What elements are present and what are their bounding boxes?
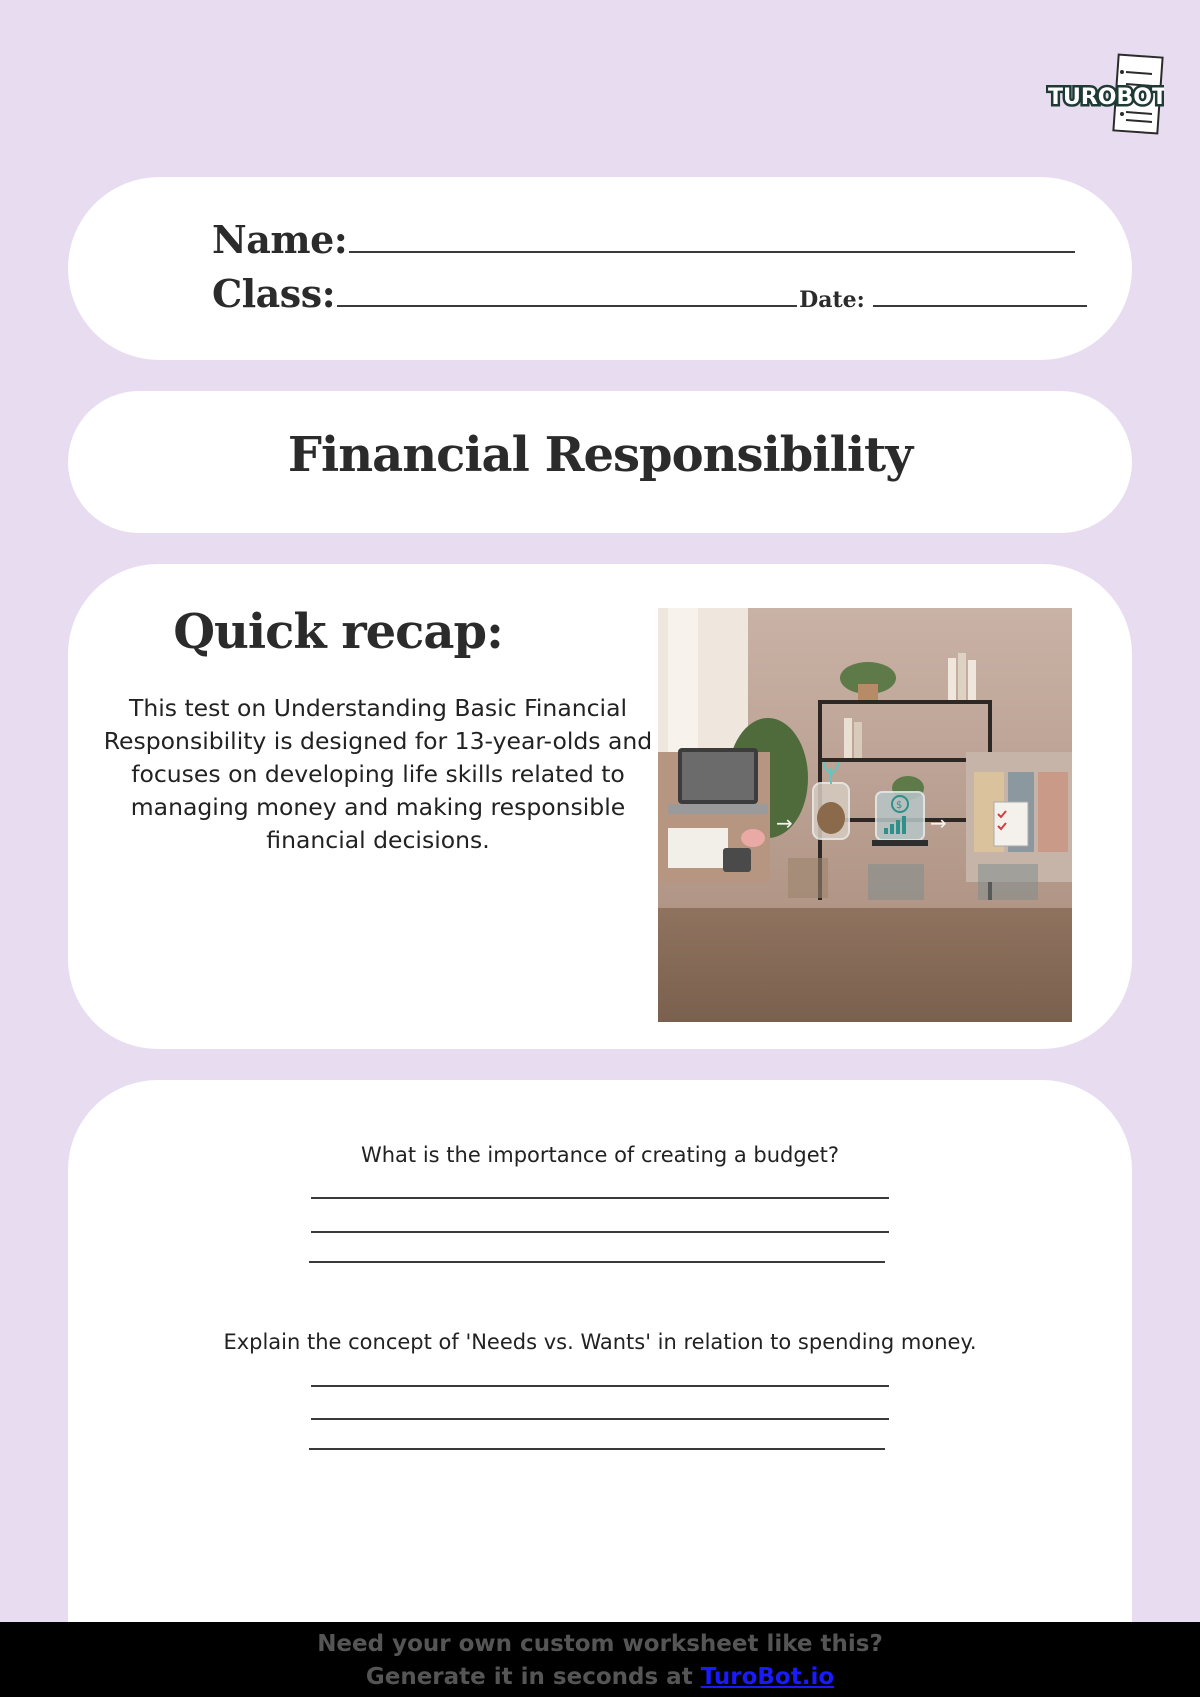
- date-line[interactable]: [873, 281, 1087, 307]
- answer-line[interactable]: [309, 1261, 885, 1263]
- footer-line-2-prefix: Generate it in seconds at: [365, 1664, 701, 1690]
- turobot-link[interactable]: TuroBot.io: [700, 1664, 835, 1690]
- recap-text: This test on Understanding Basic Financial Responsibility is designed for 13-year-olds and focuses on developing life skills related to managing money and making responsible financial decisions.: [103, 694, 653, 854]
- logo-text: TUROBOT: [1048, 85, 1164, 110]
- answer-line[interactable]: [311, 1197, 889, 1199]
- question-2: Explain the concept of 'Needs vs. Wants' in relation to spending money.: [223, 1330, 977, 1354]
- class-label: Class:: [212, 271, 336, 316]
- turobot-logo: [1046, 52, 1164, 136]
- page-title: Financial Responsibility: [287, 427, 913, 483]
- name-label: Name:: [212, 217, 348, 262]
- class-row: [212, 271, 1087, 316]
- student-info-card: [68, 177, 1132, 360]
- svg-text:→: →: [930, 811, 947, 835]
- question-1: What is the importance of creating a budget?: [360, 1143, 840, 1167]
- questions-card: [68, 1080, 1132, 1697]
- recap-illustration: [658, 608, 1072, 1022]
- name-row: [212, 217, 1075, 262]
- promo-footer: [0, 1622, 1200, 1697]
- recap-card: [68, 564, 1132, 1049]
- date-label: Date:: [799, 287, 865, 313]
- answer-line[interactable]: [311, 1385, 889, 1387]
- footer-line-2: [0, 1661, 1200, 1694]
- answer-line[interactable]: [311, 1231, 889, 1233]
- recap-heading: Quick recap:: [173, 604, 503, 660]
- footer-line-1: Need your own custom worksheet like this?: [317, 1631, 883, 1657]
- svg-text:→: →: [776, 811, 793, 835]
- answer-line[interactable]: [311, 1418, 889, 1420]
- name-line[interactable]: [349, 227, 1075, 253]
- svg-text:$: $: [896, 800, 903, 811]
- title-card: [68, 391, 1132, 533]
- answer-line[interactable]: [309, 1448, 885, 1450]
- class-line[interactable]: [337, 281, 797, 307]
